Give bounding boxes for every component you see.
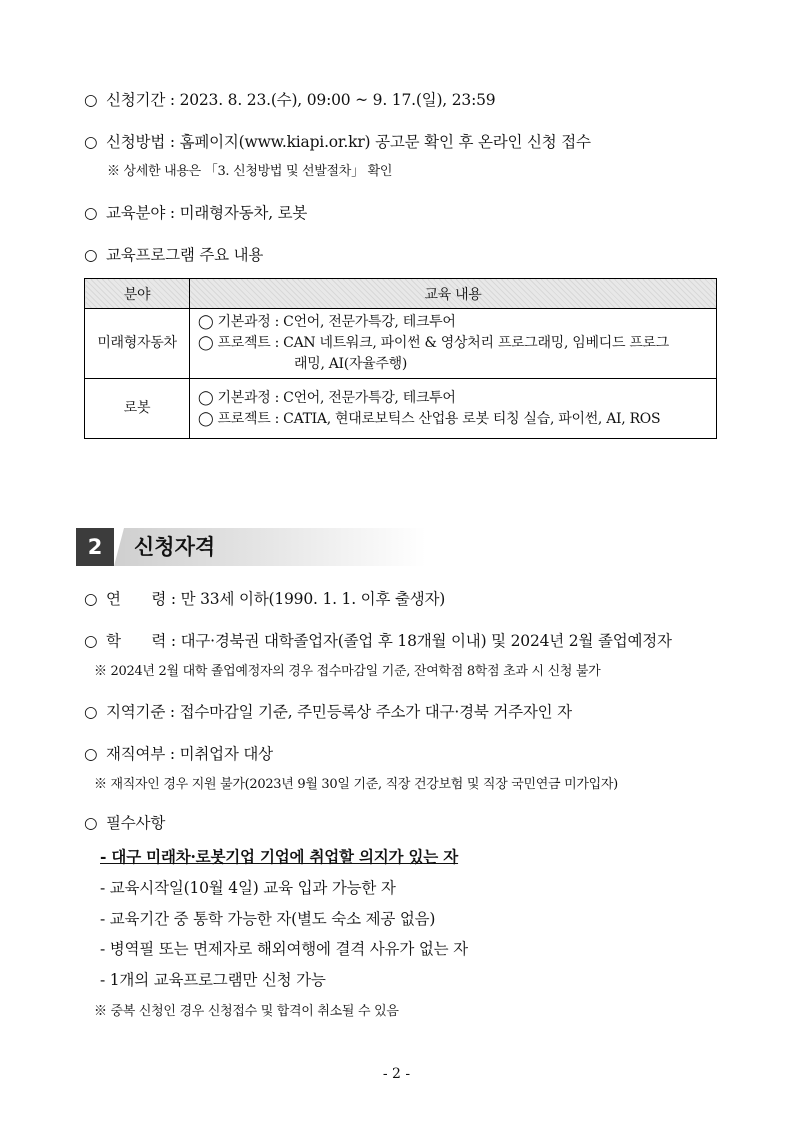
apply-period-text: 신청기간 : 2023. 8. 23.(수), 09:00 ~ 9. 17.(일), 23:59	[106, 91, 496, 109]
apply-method-line	[84, 130, 591, 152]
table-header-row	[85, 279, 717, 309]
bullet-icon: ○	[84, 133, 98, 151]
table-cell-field: 미래형자동차	[85, 309, 190, 379]
required-item: - 대구 미래차·로봇기업 기업에 취업할 의지가 있는 자	[100, 847, 459, 866]
required-heading-text: 필수사항	[106, 814, 166, 832]
required-item: - 교육기간 중 통학 가능한 자(별도 숙소 제공 없음)	[100, 910, 436, 928]
table-row	[85, 379, 717, 439]
bullet-icon: ○	[84, 745, 98, 763]
section-title: 신청자격	[134, 535, 216, 559]
age-text: 연 령 : 만 33세 이하(1990. 1. 1. 이후 출생자)	[106, 590, 446, 608]
circle-bullet-icon: ◯	[198, 335, 214, 351]
item-label: 기본과정 :	[217, 389, 279, 406]
required-item: - 1개의 교육프로그램만 신청 가능	[100, 971, 326, 989]
age-line	[84, 587, 445, 609]
employment-line	[84, 742, 273, 764]
edu-field-line	[84, 201, 307, 223]
required-item: - 교육시작일(10월 4일) 교육 입과 가능한 자	[100, 879, 396, 897]
item-text: CATIA, 현대로보틱스 산업용 로봇 티칭 실습, 파이썬, AI, ROS	[283, 410, 661, 427]
program-heading-text: 교육프로그램 주요 내용	[106, 246, 264, 264]
table-cell-content	[190, 379, 717, 439]
circle-bullet-icon: ◯	[198, 389, 214, 406]
bullet-icon: ○	[84, 590, 98, 608]
item-text: C언어, 전문가특강, 테크투어	[283, 314, 456, 330]
apply-period-line	[84, 88, 495, 110]
table-header-field: 분야	[85, 279, 190, 309]
circle-bullet-icon: ◯	[198, 410, 214, 427]
region-line	[84, 700, 572, 722]
list-item	[198, 333, 708, 375]
item-text: C언어, 전문가특강, 테크투어	[283, 389, 456, 406]
bullet-icon: ○	[84, 204, 98, 222]
edu-field-text: 교육분야 : 미래형자동차, 로봇	[106, 204, 308, 222]
table-cell-content	[190, 309, 717, 379]
required-heading-line	[84, 811, 165, 833]
program-heading-line	[84, 243, 263, 265]
section-number: 2	[76, 528, 114, 566]
table-row	[85, 309, 717, 379]
list-item	[198, 388, 708, 409]
education-note: ※ 2024년 2월 대학 졸업예정자의 경우 접수마감일 기준, 잔여학점 8학점 초과 시 신청 불가	[94, 664, 601, 679]
bullet-icon: ○	[84, 814, 98, 832]
bullet-icon: ○	[84, 246, 98, 264]
list-item	[198, 312, 708, 333]
employment-text: 재직여부 : 미취업자 대상	[106, 745, 273, 763]
table-cell-field: 로봇	[85, 379, 190, 439]
bullet-icon: ○	[84, 91, 98, 109]
item-text: CAN 네트워크, 파이썬 & 영상처리 프로그래밍, 임베디드 프로그	[283, 335, 669, 351]
employment-note: ※ 재직자인 경우 지원 불가(2023년 9월 30일 기준, 직장 건강보험 및 직장 국민연금 미가입자)	[94, 777, 618, 792]
apply-method-text: 신청방법 : 홈페이지(www.kiapi.or.kr) 공고문 확인 후 온라인 신청 접수	[106, 133, 591, 151]
apply-method-note: ※ 상세한 내용은 「3. 신청방법 및 선발절차」 확인	[107, 164, 393, 179]
required-item: - 병역필 또는 면제자로 해외여행에 결격 사유가 없는 자	[100, 940, 468, 958]
required-note: ※ 중복 신청인 경우 신청접수 및 합격이 취소될 수 있음	[94, 1004, 399, 1019]
program-table	[84, 278, 717, 439]
bullet-icon: ○	[84, 632, 98, 650]
table-header-content: 교육 내용	[190, 279, 717, 309]
list-item	[198, 409, 708, 430]
item-label: 프로젝트 :	[217, 410, 279, 427]
item-label: 프로젝트 :	[217, 335, 279, 351]
item-text-continued: 래밍, AI(자율주행)	[294, 356, 408, 372]
bullet-icon: ○	[84, 703, 98, 721]
page-number: - 2 -	[382, 1066, 411, 1082]
education-text: 학 력 : 대구·경북권 대학졸업자(졸업 후 18개월 이내) 및 2024년 2월 졸업예정자	[106, 632, 672, 650]
circle-bullet-icon: ◯	[198, 314, 214, 330]
region-text: 지역기준 : 접수마감일 기준, 주민등록상 주소가 대구·경북 거주자인 자	[106, 703, 572, 721]
education-line	[84, 629, 672, 651]
item-label: 기본과정 :	[217, 314, 279, 330]
